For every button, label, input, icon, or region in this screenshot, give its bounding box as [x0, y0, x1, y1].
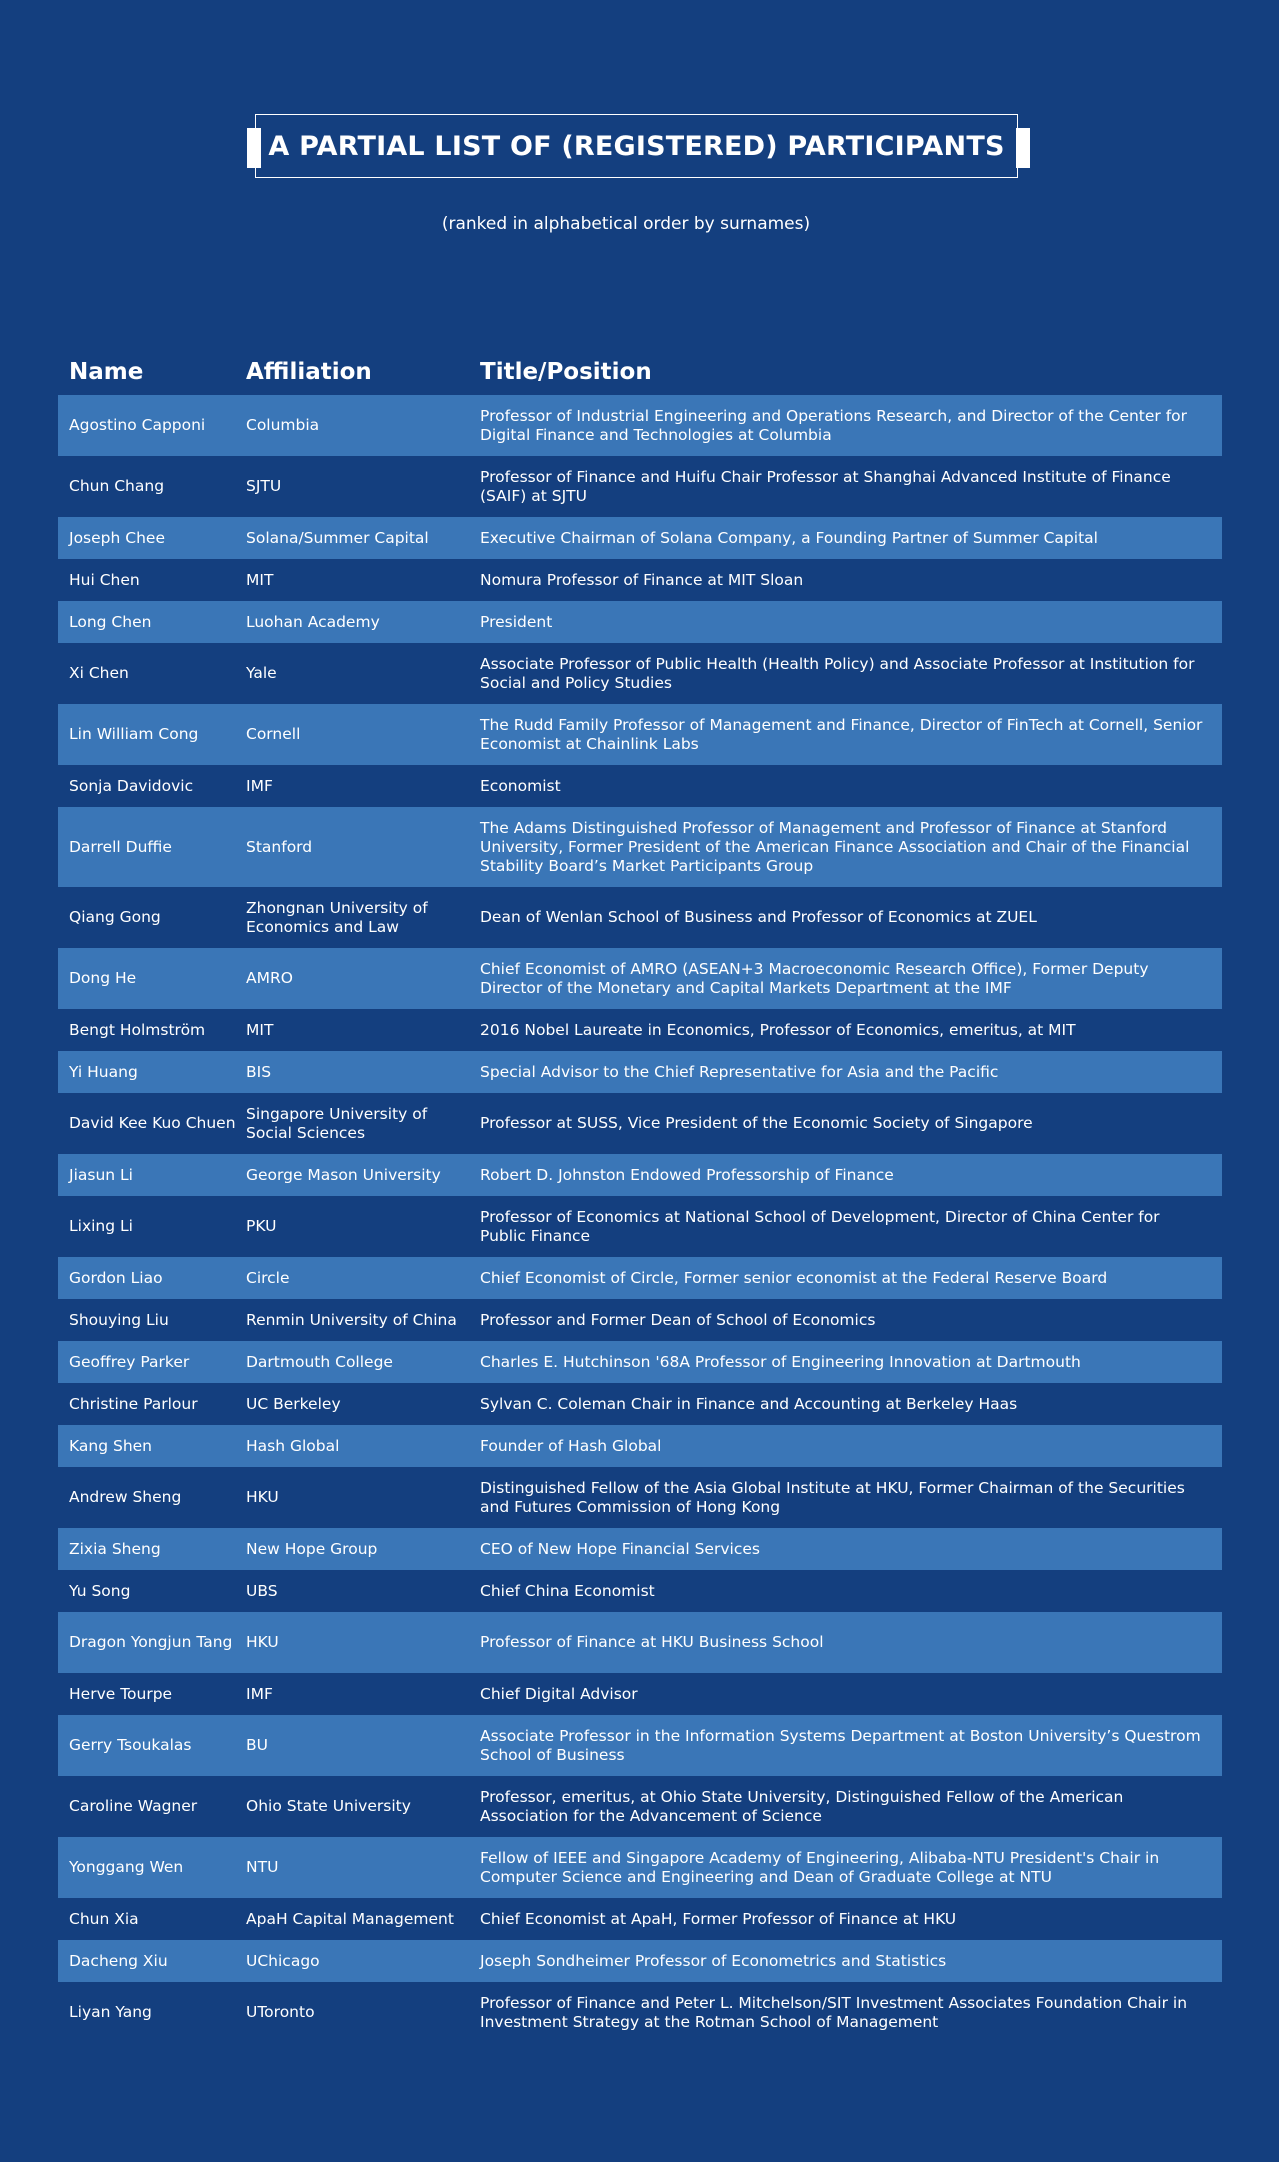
cell-name: Bengt Holmström — [69, 1020, 206, 1039]
table-row — [58, 1898, 1222, 1940]
cell-affiliation: BIS — [246, 1062, 272, 1081]
table-row — [58, 1776, 1222, 1837]
cell-affiliation: Renmin University of China — [246, 1310, 457, 1329]
cell-affiliation: New Hope Group — [246, 1539, 378, 1558]
cell-title-position: Professor of Finance and Peter L. Mitchelson/SIT Investment Associates Foundation Chair in Investment Strategy at the Rotman School of Management — [480, 1993, 1188, 2031]
cell-name: Qiang Gong — [69, 908, 161, 926]
cell-affiliation: IMF — [246, 776, 273, 795]
table-row — [58, 807, 1222, 887]
page-title: A PARTIAL LIST OF (REGISTERED) PARTICIPANTS — [268, 130, 1005, 162]
cell-title-position: The Adams Distinguished Professor of Management and Professor of Finance at Stanford University, Former President of the American Finance Association and Chair of the Financial Stability Board’s Market Participants Group — [480, 818, 1190, 875]
header-name: Name — [69, 358, 144, 385]
cell-title-position: The Rudd Family Professor of Management and Finance, Director of FinTech at Cornell, Senior Economist at Chainlink Labs — [480, 715, 1203, 753]
cell-title-position: Professor of Economics at National School of Development, Director of China Center for Public Finance — [480, 1207, 1160, 1245]
cell-name: Jiasun Li — [69, 1165, 133, 1184]
cell-title-position: Special Advisor to the Chief Representative for Asia and the Pacific — [480, 1062, 999, 1081]
table-row — [58, 1982, 1222, 2043]
title-banner — [245, 114, 1030, 182]
cell-title-position: Associate Professor in the Information Systems Department at Boston University’s Questrom School of Business — [480, 1726, 1201, 1764]
cell-name: Agostino Capponi — [69, 416, 206, 434]
cell-affiliation: Dartmouth College — [246, 1352, 393, 1371]
cell-title-position: 2016 Nobel Laureate in Economics, Professor of Economics, emeritus, at MIT — [480, 1020, 1076, 1039]
cell-title-position: Economist — [480, 776, 561, 795]
header-title-position: Title/Position — [480, 358, 652, 385]
title-right-tab — [1016, 128, 1030, 168]
cell-title-position: Joseph Sondheimer Professor of Econometrics and Statistics — [480, 1951, 947, 1970]
cell-name: Gerry Tsoukalas — [69, 1736, 192, 1754]
cell-affiliation: HKU — [246, 1488, 279, 1506]
cell-affiliation: Cornell — [246, 725, 301, 743]
table-row — [58, 1154, 1222, 1196]
table-row — [58, 1425, 1222, 1467]
cell-title-position: Professor, emeritus, at Ohio State University, Distinguished Fellow of the American Association for the Advancement of Science — [480, 1787, 1124, 1825]
table-body — [58, 395, 1222, 2043]
cell-affiliation: George Mason University — [246, 1165, 441, 1184]
cell-affiliation: Columbia — [246, 416, 320, 434]
cell-title-position: Chief Economist at ApaH, Former Professor of Finance at HKU — [480, 1909, 957, 1928]
table-header — [58, 348, 1222, 395]
cell-name: Hui Chen — [69, 570, 140, 589]
cell-name: Shouying Liu — [69, 1310, 169, 1329]
table-row — [58, 704, 1222, 765]
table-row — [58, 765, 1222, 807]
cell-title-position: Chief Digital Advisor — [480, 1684, 638, 1703]
cell-title-position: Fellow of IEEE and Singapore Academy of Engineering, Alibaba-NTU President's Chair in Computer Science and Engineering and Dean of Graduate College at NTU — [480, 1848, 1160, 1886]
table-row — [58, 1570, 1222, 1612]
cell-name: Dragon Yongjun Tang — [69, 1633, 233, 1651]
cell-affiliation: Singapore University of Social Sciences — [246, 1104, 428, 1142]
cell-title-position: Dean of Wenlan School of Business and Professor of Economics at ZUEL — [480, 908, 1037, 926]
cell-affiliation: ApaH Capital Management — [246, 1909, 454, 1928]
cell-title-position: Professor of Industrial Engineering and Operations Research, and Director of the Center for Digital Finance and Technologies at Columbia — [480, 406, 1188, 444]
table-row — [58, 948, 1222, 1009]
cell-name: Sonja Davidovic — [69, 776, 194, 795]
cell-affiliation: MIT — [246, 570, 274, 589]
cell-title-position: Professor at SUSS, Vice President of the Economic Society of Singapore — [480, 1114, 1033, 1132]
table-row — [58, 643, 1222, 704]
cell-affiliation: MIT — [246, 1020, 274, 1039]
table-row — [58, 1715, 1222, 1776]
title-frame — [255, 114, 1018, 178]
cell-affiliation: IMF — [246, 1684, 273, 1703]
cell-affiliation: Hash Global — [246, 1436, 340, 1455]
table-row — [58, 1383, 1222, 1425]
cell-title-position: Chief Economist of AMRO (ASEAN+3 Macroeconomic Research Office), Former Deputy Director of the Monetary and Capital Markets Department at the IMF — [480, 959, 1149, 997]
cell-affiliation: HKU — [246, 1633, 279, 1651]
cell-title-position: Executive Chairman of Solana Company, a Founding Partner of Summer Capital — [480, 528, 1098, 547]
cell-name: Yonggang Wen — [69, 1858, 184, 1876]
participants-table — [58, 348, 1222, 2043]
cell-affiliation: NTU — [246, 1858, 279, 1876]
table-row — [58, 1467, 1222, 1528]
cell-name: Yu Song — [69, 1581, 131, 1600]
cell-title-position: President — [480, 612, 553, 631]
cell-title-position: Associate Professor of Public Health (Health Policy) and Associate Professor at Institution for Social and Policy Studies — [480, 654, 1195, 692]
cell-affiliation: Stanford — [246, 837, 313, 856]
table-row — [58, 1051, 1222, 1093]
cell-name: Chun Chang — [69, 477, 165, 495]
cell-affiliation: SJTU — [246, 477, 282, 495]
page-subtitle: (ranked in alphabetical order by surnames) — [441, 214, 811, 234]
cell-affiliation: UChicago — [246, 1951, 320, 1970]
cell-affiliation: UToronto — [246, 2003, 315, 2021]
cell-name: Zixia Sheng — [69, 1539, 161, 1558]
table-row — [58, 1837, 1222, 1898]
cell-name: Christine Parlour — [69, 1394, 198, 1413]
cell-name: Dacheng Xiu — [69, 1951, 168, 1970]
table-row — [58, 456, 1222, 517]
table-row — [58, 559, 1222, 601]
cell-name: Long Chen — [69, 612, 152, 631]
cell-name: Herve Tourpe — [69, 1684, 173, 1703]
cell-affiliation: Ohio State University — [246, 1797, 411, 1815]
cell-affiliation: UBS — [246, 1581, 278, 1600]
cell-affiliation: Zhongnan University of Economics and Law — [246, 898, 428, 936]
cell-affiliation: Luohan Academy — [246, 612, 380, 631]
cell-title-position: Professor of Finance and Huifu Chair Professor at Shanghai Advanced Institute of Finance (SAIF) at SJTU — [480, 467, 1171, 505]
table-row — [58, 1612, 1222, 1673]
cell-affiliation: Yale — [246, 664, 277, 682]
table-row — [58, 395, 1222, 456]
cell-name: Joseph Chee — [69, 528, 165, 547]
table-row — [58, 1009, 1222, 1051]
cell-title-position: CEO of New Hope Financial Services — [480, 1539, 760, 1558]
cell-title-position: Robert D. Johnston Endowed Professorship of Finance — [480, 1165, 894, 1184]
table-row — [58, 517, 1222, 559]
table-row — [58, 1673, 1222, 1715]
table-row — [58, 1528, 1222, 1570]
header-affiliation: Affiliation — [246, 358, 372, 385]
cell-name: Lin William Cong — [69, 725, 199, 743]
cell-title-position: Founder of Hash Global — [480, 1436, 662, 1455]
cell-title-position: Charles E. Hutchinson '68A Professor of Engineering Innovation at Dartmouth — [480, 1352, 1081, 1371]
table-row — [58, 887, 1222, 948]
cell-name: Liyan Yang — [69, 2003, 152, 2021]
cell-affiliation: UC Berkeley — [246, 1394, 341, 1413]
cell-name: Xi Chen — [69, 664, 129, 682]
table-row — [58, 1940, 1222, 1982]
cell-title-position: Nomura Professor of Finance at MIT Sloan — [480, 570, 804, 589]
table-row — [58, 601, 1222, 643]
cell-title-position: Distinguished Fellow of the Asia Global Institute at HKU, Former Chairman of the Securities and Futures Commission of Hong Kong — [480, 1478, 1185, 1516]
cell-name: Yi Huang — [69, 1062, 138, 1081]
cell-name: Geoffrey Parker — [69, 1352, 190, 1371]
cell-title-position: Professor and Former Dean of School of Economics — [480, 1310, 876, 1329]
cell-title-position: Professor of Finance at HKU Business School — [480, 1633, 824, 1651]
cell-name: Dong He — [69, 969, 137, 987]
cell-affiliation: AMRO — [246, 969, 293, 987]
cell-name: David Kee Kuo Chuen — [69, 1114, 236, 1132]
table-row — [58, 1196, 1222, 1257]
cell-name: Chun Xia — [69, 1909, 139, 1928]
cell-title-position: Chief China Economist — [480, 1581, 655, 1600]
cell-name: Andrew Sheng — [69, 1488, 182, 1506]
cell-name: Lixing Li — [69, 1217, 133, 1235]
cell-affiliation: BU — [246, 1736, 268, 1754]
table-row — [58, 1341, 1222, 1383]
table-row — [58, 1093, 1222, 1154]
table-row — [58, 1299, 1222, 1341]
cell-affiliation: PKU — [246, 1217, 277, 1235]
cell-affiliation: Circle — [246, 1268, 290, 1287]
cell-name: Caroline Wagner — [69, 1797, 198, 1815]
cell-name: Gordon Liao — [69, 1268, 163, 1287]
cell-title-position: Sylvan C. Coleman Chair in Finance and Accounting at Berkeley Haas — [480, 1394, 1018, 1413]
cell-affiliation: Solana/Summer Capital — [246, 528, 429, 547]
table-row — [58, 1257, 1222, 1299]
cell-name: Darrell Duffie — [69, 837, 172, 856]
cell-title-position: Chief Economist of Circle, Former senior economist at the Federal Reserve Board — [480, 1268, 1108, 1287]
cell-name: Kang Shen — [69, 1436, 153, 1455]
